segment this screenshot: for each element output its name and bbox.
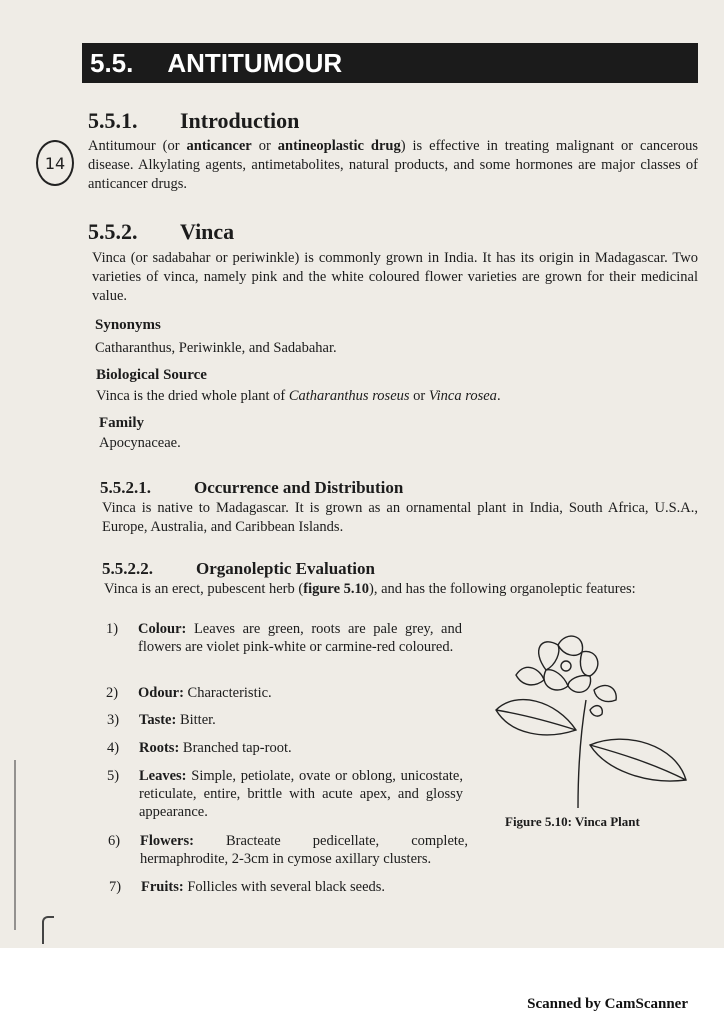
feature-text: Bitter. bbox=[176, 712, 216, 728]
intro-heading-number: 5.5.1. bbox=[88, 108, 138, 133]
feature-text: Branched tap-root. bbox=[179, 740, 292, 756]
intro-heading bbox=[88, 108, 299, 134]
flower-petal bbox=[558, 636, 583, 655]
feature-text: Leaves are green, roots are pale grey, and flowers are violet pink-white or carmine-red coloured. bbox=[138, 621, 462, 655]
flower-petal bbox=[544, 670, 568, 690]
organo-text-1: Vinca is an erect, pubescent herb ( bbox=[104, 581, 304, 597]
feature-label: Flowers: bbox=[140, 833, 194, 849]
feature-label: Leaves: bbox=[139, 768, 187, 784]
feature-text: Characteristic. bbox=[183, 685, 272, 701]
figure-caption: Figure 5.10: Vinca Plant bbox=[505, 814, 640, 829]
banner-title: ANTITUMOUR bbox=[167, 47, 343, 78]
feature-item bbox=[106, 684, 462, 702]
vinca-paragraph: Vinca (or sadabahar or periwinkle) is commonly grown in India. It has its origin in Madagascar. Two varieties of vinca, namely pink and the white coloured flower varieties are grown for their medicinal value. bbox=[92, 250, 698, 304]
feature-item bbox=[107, 767, 463, 821]
family-text: Apocynaceae. bbox=[99, 435, 181, 451]
scanner-watermark: Scanned by CamScanner bbox=[527, 996, 688, 1012]
feature-text: Simple, petiolate, ovate or oblong, unicostate, reticulate, entire, brittle with acute apex, and glossy appearance. bbox=[139, 768, 463, 820]
family-label: Family bbox=[99, 415, 144, 431]
feature-item bbox=[107, 739, 463, 757]
biological-source-label: Biological Source bbox=[96, 367, 207, 383]
organoleptic-heading bbox=[102, 559, 375, 579]
bio-italic-catharanthus: Catharanthus roseus bbox=[288, 388, 410, 404]
occurrence-heading-number: 5.5.2.1. bbox=[100, 478, 151, 497]
vinca-plant-illustration bbox=[486, 630, 696, 810]
intro-bold-antineoplastic: antineoplastic drug bbox=[277, 138, 401, 154]
intro-text-1: Antitumour (or bbox=[88, 138, 187, 154]
biological-source-text bbox=[96, 387, 696, 406]
leaf-vein bbox=[590, 745, 686, 780]
feature-item bbox=[109, 878, 469, 896]
organo-text-2: ), and has the following organoleptic features: bbox=[369, 581, 636, 597]
synonyms-label: Synonyms bbox=[95, 317, 161, 333]
bio-text-1: Vinca is the dried whole plant of bbox=[96, 388, 289, 404]
intro-text-3: ) is effective in treating malignant or cancerous disease. Alkylating agents, antimetabolites, natural products, and some hormones are major classes of anticancer drugs. bbox=[88, 138, 698, 192]
handwritten-mark: 14 bbox=[36, 140, 74, 186]
leaf-vein bbox=[496, 710, 576, 730]
occurrence-heading-text: Occurrence and Distribution bbox=[194, 478, 404, 497]
vinca-heading bbox=[88, 219, 234, 245]
occurrence-heading bbox=[100, 478, 403, 498]
banner-number: 5.5. bbox=[90, 47, 134, 78]
organoleptic-heading-text: Organoleptic Evaluation bbox=[196, 559, 375, 578]
feature-number: 3) bbox=[107, 712, 120, 728]
vinca-heading-text: Vinca bbox=[180, 219, 235, 244]
feature-number: 1) bbox=[106, 621, 119, 637]
section-banner bbox=[82, 43, 698, 83]
organoleptic-heading-number: 5.5.2.2. bbox=[102, 559, 153, 578]
bio-italic-vinca-rosea: Vinca rosea bbox=[428, 388, 497, 404]
vinca-heading-number: 5.5.2. bbox=[88, 219, 138, 244]
feature-label: Taste: bbox=[139, 712, 177, 728]
flower-petal bbox=[568, 676, 591, 693]
feature-item bbox=[108, 832, 468, 868]
feature-number: 2) bbox=[106, 685, 119, 701]
feature-text: Bracteate pedicellate, complete, hermaphrodite, 2-3cm in cymose axillary clusters. bbox=[140, 833, 468, 867]
leaf bbox=[594, 685, 616, 701]
feature-label: Fruits: bbox=[141, 879, 184, 895]
leaf bbox=[516, 667, 544, 685]
bio-text-3: . bbox=[496, 388, 501, 404]
feature-label: Odour: bbox=[138, 685, 184, 701]
feature-text: Follicles with several black seeds. bbox=[183, 879, 386, 895]
bio-text-2: or bbox=[409, 388, 429, 404]
feature-number: 6) bbox=[108, 833, 121, 849]
synonyms-text: Catharanthus, Periwinkle, and Sadabahar. bbox=[95, 340, 337, 356]
feature-label: Roots: bbox=[139, 740, 180, 756]
feature-number: 5) bbox=[107, 768, 120, 784]
plant-stem bbox=[578, 700, 586, 808]
feature-number: 7) bbox=[109, 879, 122, 895]
page-gutter-line bbox=[14, 760, 16, 930]
flower-petal bbox=[539, 642, 559, 670]
intro-bold-anticancer: anticancer bbox=[186, 138, 252, 154]
flower-petal bbox=[580, 651, 597, 676]
intro-paragraph bbox=[88, 137, 698, 194]
feature-item bbox=[107, 711, 463, 729]
intro-text-2: or bbox=[251, 138, 278, 154]
feature-item bbox=[106, 620, 462, 656]
leaf bbox=[496, 700, 576, 735]
flower-center bbox=[561, 661, 571, 671]
occurrence-paragraph: Vinca is native to Madagascar. It is grown as an ornamental plant in India, South Africa, U.S.A., Europe, Australia, and Caribbean Islands. bbox=[102, 500, 698, 535]
feature-number: 4) bbox=[107, 740, 120, 756]
organo-bold-figure: figure 5.10 bbox=[303, 581, 370, 597]
intro-heading-text: Introduction bbox=[180, 108, 300, 133]
page-hook-mark bbox=[42, 916, 54, 944]
organoleptic-paragraph bbox=[104, 580, 698, 599]
flower-bud bbox=[590, 706, 602, 716]
feature-label: Colour: bbox=[138, 621, 187, 637]
